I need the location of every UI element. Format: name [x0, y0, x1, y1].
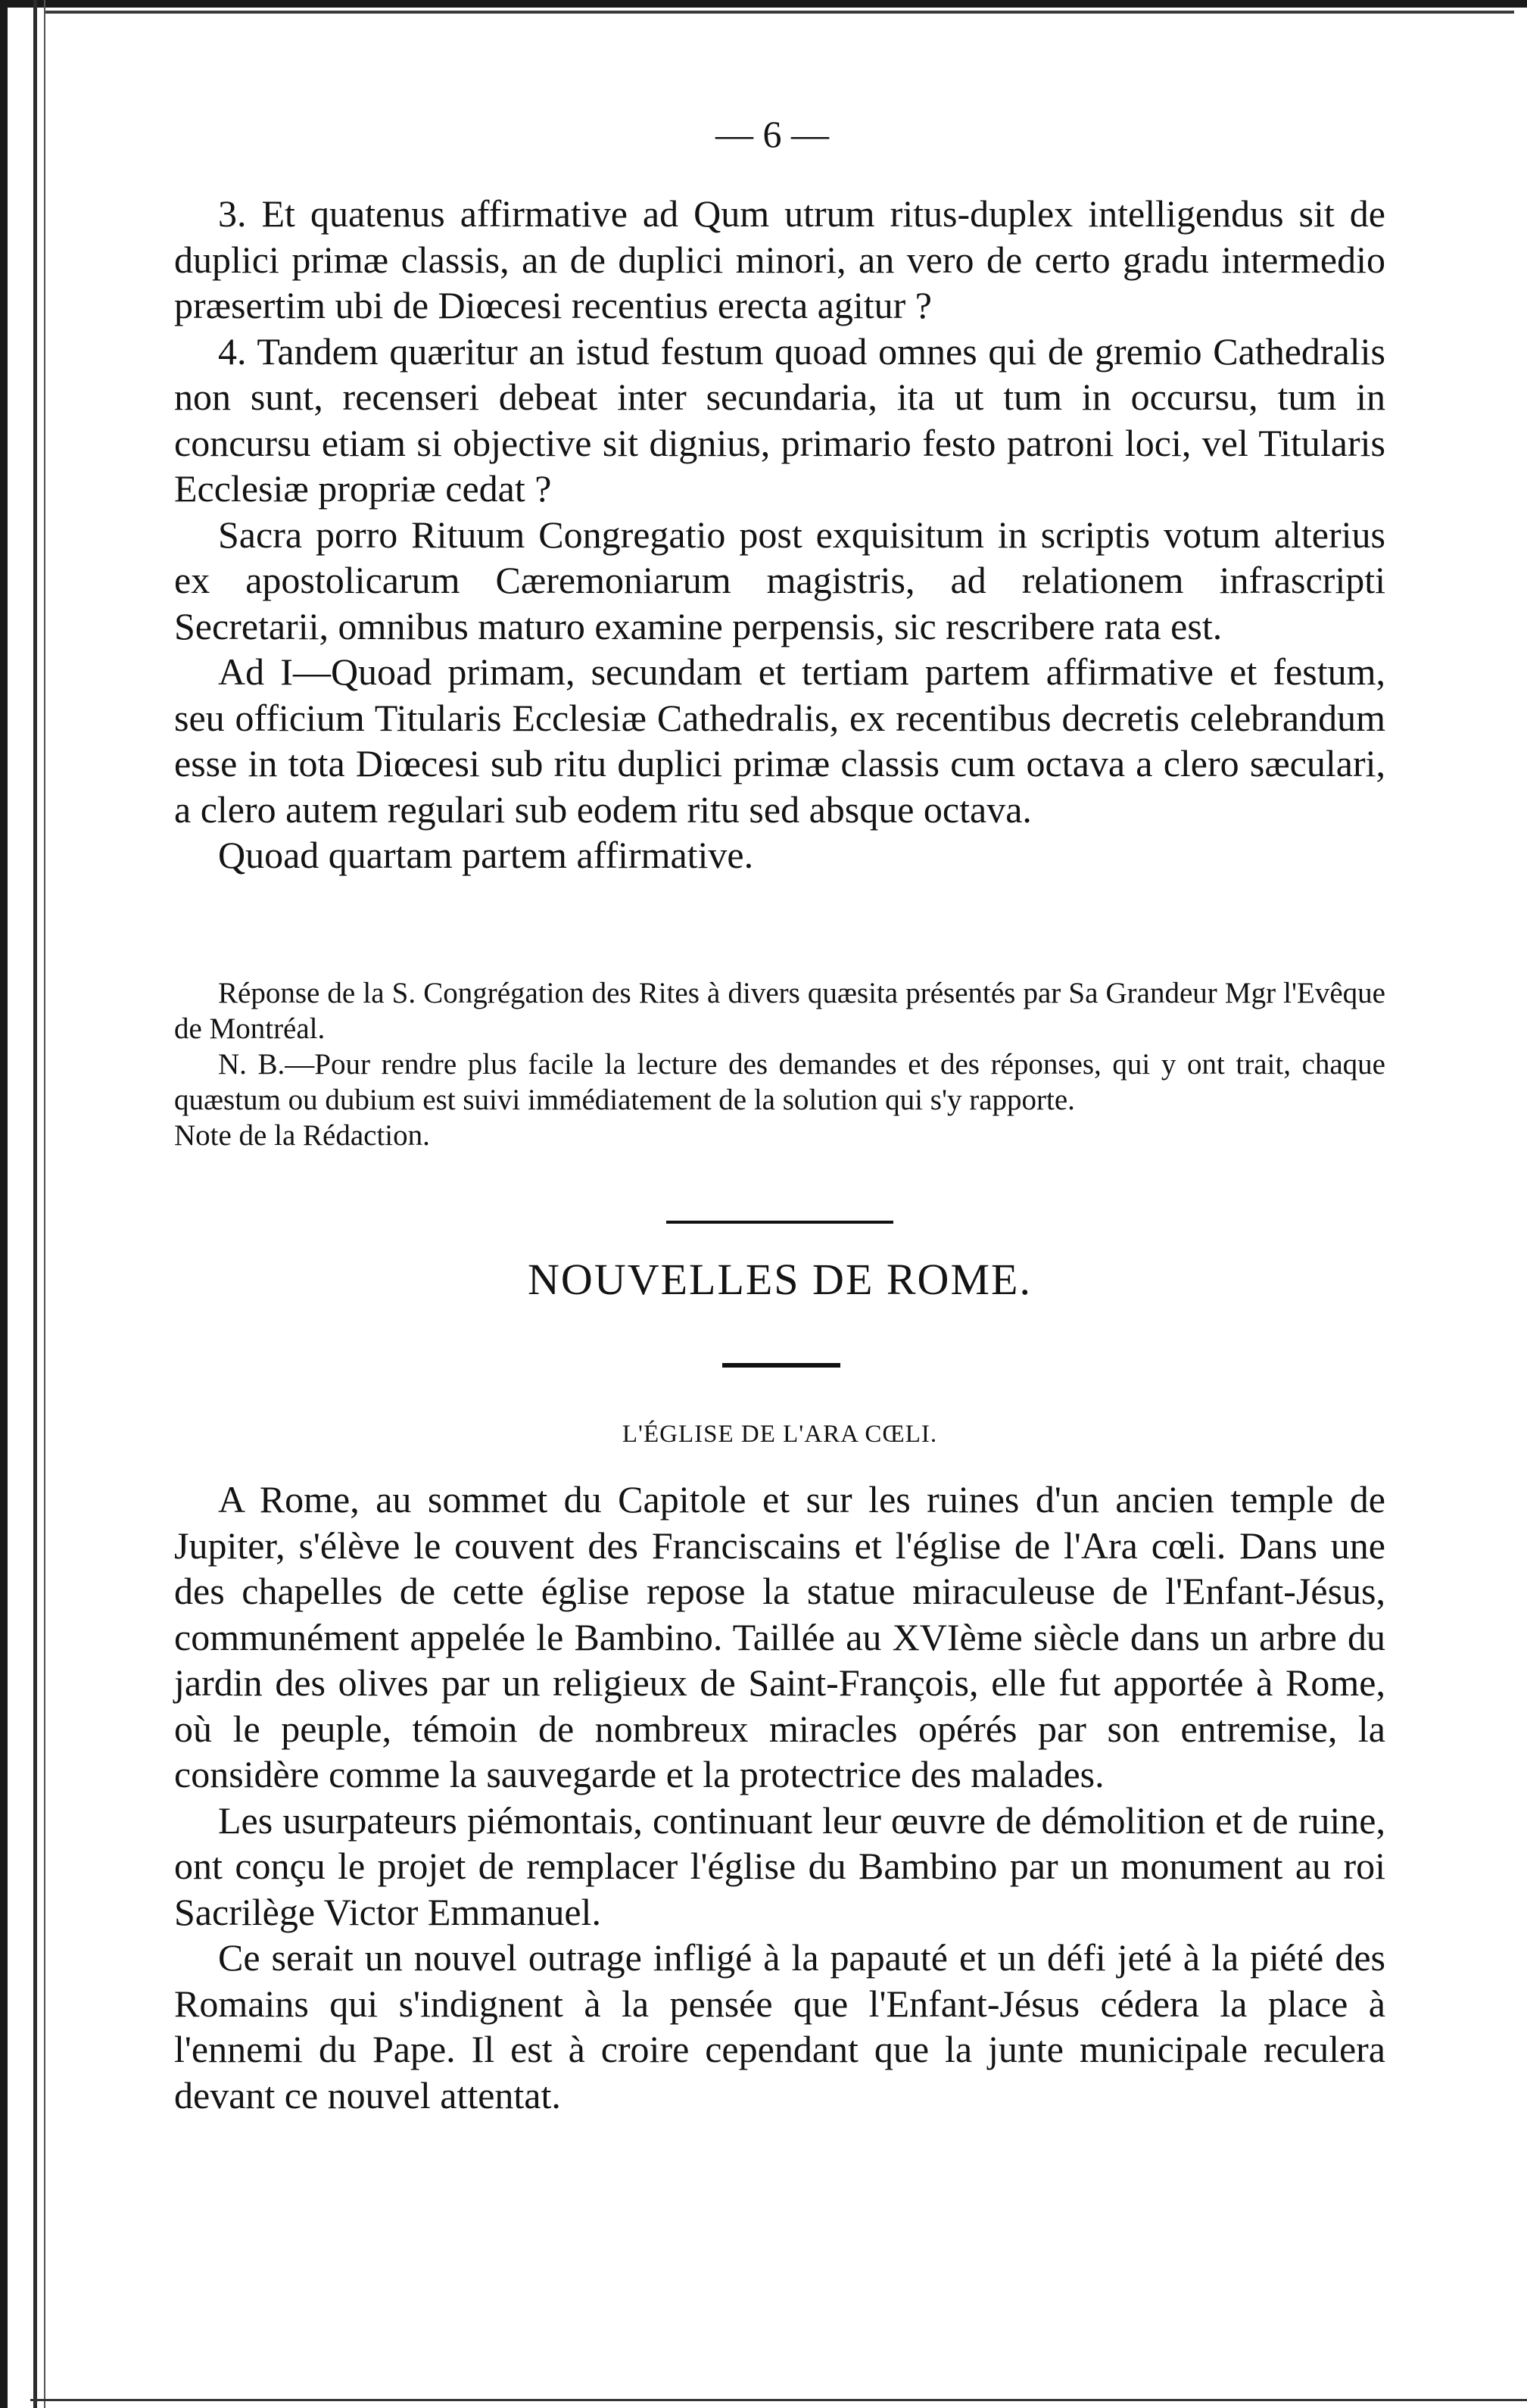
decree-section [174, 191, 1385, 878]
scan-border-left [0, 0, 8, 2408]
answer-1: Ad I—Quoad primam, secundam et tertiam partem affirmative et festum, seu officium Titularis Ecclesiæ Cathedralis, ex recentibus decretis celebrandum esse in tota Diœcesi sub ritu duplici primæ classis cum octava a clero sæculari, a clero autem regulari sub eodem ritu sed absque octava. [174, 650, 1385, 831]
scan-border-left-thin [44, 0, 45, 2408]
article-paragraph-1: A Rome, au sommet du Capitole et sur les ruines d'un ancien temple de Jupiter, s'élève le couvent des Franciscains et l'église de l'Ara cœli. Dans une des chapelles de cette église repose la statue miraculeuse de l'Enfant-Jésus, communément appelée le Bambino. Taillée au XVIème siècle dans un arbre du jardin des olives par un religieux de Saint-François, elle fut apportée à Rome, où le peuple, témoin de nombreux miracles opérés par son entremise, la considère comme la sauvegarde et la protectrice des malades. [174, 1478, 1385, 1795]
decree-preamble: Sacra porro Rituum Congregatio post exquisitum in scriptis votum alterius ex apostolicarum Cæremoniarum magistris, ad relationem infrascripti Secretarii, omnibus maturo examine perpensis, sic rescribere rata est. [174, 513, 1385, 647]
heading-rule [722, 1363, 840, 1368]
response-note: Réponse de la S. Congrégation des Rites à divers quæsita présentés par Sa Grandeur Mgr l'Evêque de Montréal. [174, 977, 1385, 1045]
notes-section [174, 975, 1385, 1153]
page-number: — 6 — [715, 113, 829, 155]
scan-border-top [0, 0, 1527, 8]
question-4: 4. Tandem quæritur an istud festum quoad omnes qui de gremio Cathedralis non sunt, recenseri debeat inter secundaria, ita ut tum in occursu, tum in concursu etiam si objective sit dignius, primario festo patroni loci, vel Titularis Ecclesiæ propriæ cedat ? [174, 329, 1385, 510]
editor-signature: Note de la Rédaction. [174, 1119, 430, 1152]
nb-note: N. B.—Pour rendre plus facile la lecture des demandes et des réponses, qui y ont trait, chaque quæstum ou dubium est suivi immédiatement de la solution qui s'y rapporte. [174, 1048, 1385, 1116]
section-divider [666, 1221, 893, 1224]
scan-border-left-inner [33, 0, 37, 2408]
article-paragraph-3: Ce serait un nouvel outrage infligé à la papauté et un défi jeté à la piété des Romains qui s'indignent à la pensée que l'Enfant-Jésus cédera la place à l'ennemi du Pape. Il est à croire cependant que la junte municipale reculera devant ce nouvel attentat. [174, 1936, 1385, 2116]
article-subheading: L'ÉGLISE DE L'ARA CŒLI. [622, 1421, 938, 1448]
answer-4: Quoad quartam partem affirmative. [218, 834, 754, 876]
article-body [174, 1477, 1385, 2118]
scan-border-bottom [30, 2399, 1527, 2401]
article-paragraph-2: Les usurpateurs piémontais, continuant leur œuvre de démolition et de ruine, ont conçu le projet de remplacer l'église du Bambino par un monument au roi Sacrilège Victor Emmanuel. [174, 1798, 1385, 1933]
question-3: 3. Et quatenus affirmative ad Qum utrum ritus-duplex intelligendus sit de duplici primæ classis, an de duplici minori, an vero de certo gradu intermedio præsertim ubi de Diœcesi recentius erecta agitur ? [174, 192, 1385, 326]
scan-border-top-inner [45, 11, 1514, 14]
section-heading: NOUVELLES DE ROME. [528, 1255, 1032, 1304]
